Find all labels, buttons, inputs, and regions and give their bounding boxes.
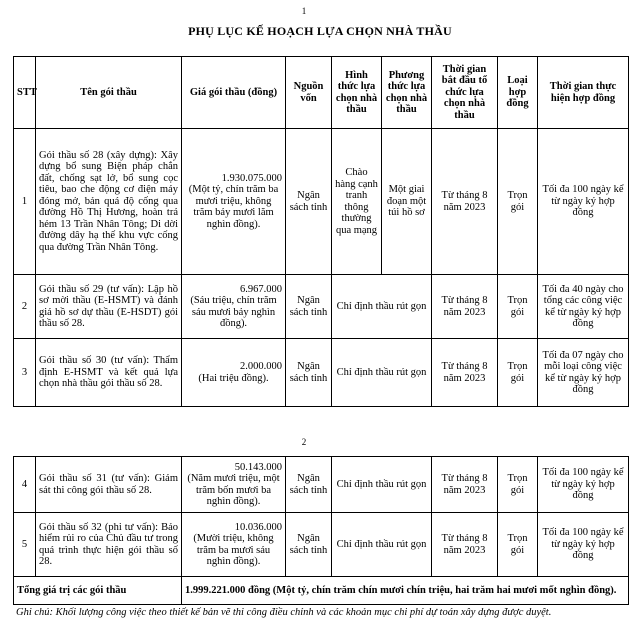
bidding-plan-table-page-1 [13,56,629,407]
row-start: Từ tháng 8 năm 2023 [432,457,498,513]
row-price [182,129,286,275]
row-form: Chỉ định thầu rút gọn [332,513,432,577]
footnote: Ghi chú: Khối lượng công việc theo thiết kế bản vẽ thi công điều chỉnh và các khoản mục chi phí dự toán xây dựng được duyệt. [16,607,552,618]
header-price: Giá gói thầu (đồng) [182,57,286,129]
row-duration: Tối đa 40 ngày cho tổng các công việc kể từ ngày ký hợp đồng [538,275,629,339]
row-amount: 50.143.000 [234,461,282,473]
row-duration: Tối đa 07 ngày cho mỗi loại công việc kể từ ngày ký hợp đồng [538,339,629,407]
page-number-1: 1 [301,6,307,16]
row-form: Chỉ định thầu rút gọn [332,457,432,513]
row-name: Gói thầu số 32 (phi tư vấn): Bảo hiểm rủi ro của Chủ đầu tư trong quá trình thực hiện gói thầu số 28. [36,513,182,577]
header-method: Phương thức lựa chọn nhà thầu [382,57,432,129]
header-start: Thời gian bắt đầu tổ chức lựa chọn nhà thầu [432,57,498,129]
total-table [13,576,629,605]
header-contract-type: Loại hợp đồng [498,57,538,129]
row-contract-type: Trọn gói [498,457,538,513]
row-form: Chỉ định thầu rút gọn [332,275,432,339]
row-name: Gói thầu số 29 (tư vấn): Lập hồ sơ mời thầu (E-HSMT) và đánh giá hồ sơ dự thầu (E-HSDT) gói thầu số 28. [36,275,182,339]
row-contract-type: Trọn gói [498,513,538,577]
row-contract-type: Trọn gói [498,129,538,275]
header-duration: Thời gian thực hiện hợp đồng [538,57,629,129]
row-amount-words: (Năm mươi triệu, một trăm bốn mươi ba nghìn đồng). [187,473,280,507]
row-amount: 6.967.000 [240,283,282,295]
row-price [182,513,286,577]
row-price [182,457,286,513]
row-start: Từ tháng 8 năm 2023 [432,129,498,275]
header-stt: STT [14,57,36,129]
row-stt: 3 [14,339,36,407]
row-start: Từ tháng 8 năm 2023 [432,275,498,339]
row-start: Từ tháng 8 năm 2023 [432,513,498,577]
row-name: Gói thầu số 28 (xây dựng): Xây dựng bổ sung Biện pháp chắn đất, chống sạt lở, bổ sung cọc tiêu, bao che động cơ điện máy đóng mở, bản quá độ cống qua đường Hồ Thị Hương, hoàn trả hẻm 13 Trần Nhân Tông; Di dời đường dây hạ thế khu vực cống qua đường Trần Nhân Tông. [36,129,182,275]
table-row [14,275,629,339]
row-amount-words: (Một tỷ, chín trăm ba mươi triệu, không trăm bảy mươi lăm nghìn đồng). [188,184,279,230]
row-source: Ngân sách tỉnh [286,457,332,513]
row-name: Gói thầu số 30 (tư vấn): Thẩm định E-HSMT và kết quả lựa chọn nhà thầu gói thầu số 28. [36,339,182,407]
header-name: Tên gói thầu [36,57,182,129]
row-method: Một giai đoạn một túi hồ sơ [382,129,432,275]
row-stt: 1 [14,129,36,275]
row-price [182,275,286,339]
row-price [182,339,286,407]
table-row [14,339,629,407]
document-title: PHỤ LỤC KẾ HOẠCH LỰA CHỌN NHÀ THẦU [188,24,452,38]
page-number-2: 2 [301,437,307,447]
header-row [14,57,629,129]
total-value: 1.999.221.000 đồng (Một tỷ, chín trăm chín mươi chín triệu, hai trăm hai mươi mốt nghìn đồng). [182,577,629,605]
row-duration: Tối đa 100 ngày kể từ ngày ký hợp đồng [538,457,629,513]
row-amount: 1.930.075.000 [221,172,282,184]
row-stt: 5 [14,513,36,577]
row-form: Chào hàng cạnh tranh thông thường qua mạng [332,129,382,275]
total-row [14,577,629,605]
header-form: Hình thức lựa chọn nhà thầu [332,57,382,129]
row-amount: 10.036.000 [234,521,282,533]
row-source: Ngân sách tỉnh [286,275,332,339]
header-source: Nguồn vốn [286,57,332,129]
table-row [14,457,629,513]
table-row [14,129,629,275]
row-amount-words: (Mười triệu, không trăm ba mươi sáu nghìn đồng). [193,533,274,567]
row-amount-words: (Hai triệu đồng). [198,372,269,384]
row-contract-type: Trọn gói [498,275,538,339]
row-name: Gói thầu số 31 (tư vấn): Giám sát thi công gói thầu số 28. [36,457,182,513]
table-row [14,513,629,577]
row-form: Chỉ định thầu rút gọn [332,339,432,407]
row-amount-words: (Sáu triệu, chín trăm sáu mươi bảy nghìn đồng). [190,295,277,329]
row-stt: 2 [14,275,36,339]
row-stt: 4 [14,457,36,513]
total-label: Tổng giá trị các gói thầu [14,577,182,605]
bidding-plan-table-page-2 [13,456,629,577]
row-start: Từ tháng 8 năm 2023 [432,339,498,407]
row-duration: Tối đa 100 ngày kể từ ngày ký hợp đồng [538,129,629,275]
row-duration: Tối đa 100 ngày kể từ ngày ký hợp đồng [538,513,629,577]
row-source: Ngân sách tỉnh [286,129,332,275]
row-source: Ngân sách tỉnh [286,513,332,577]
row-source: Ngân sách tỉnh [286,339,332,407]
row-contract-type: Trọn gói [498,339,538,407]
row-amount: 2.000.000 [240,361,282,372]
